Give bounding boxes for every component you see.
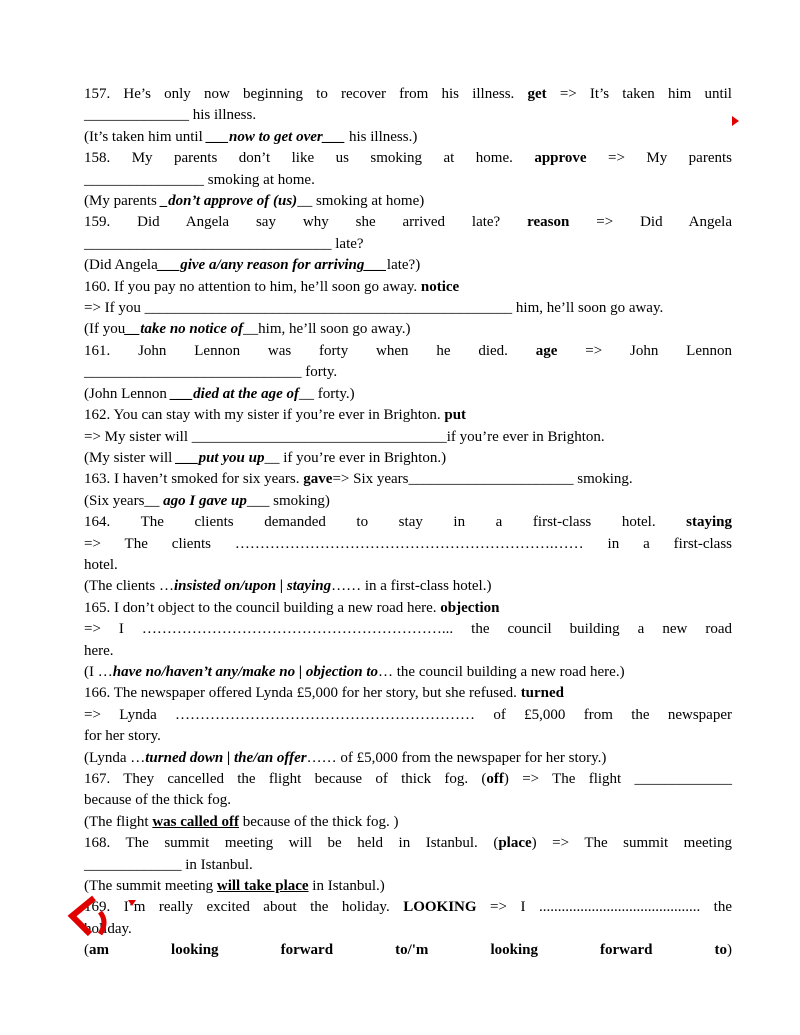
exercise-item bbox=[84, 598, 732, 684]
text-run: 164. The clients demanded to stay in a first-class hotel. bbox=[84, 514, 687, 531]
text-run: turned down | the/an offer bbox=[145, 749, 307, 766]
text-run: 160. If you pay no attention to him, he’ll soon go away. bbox=[84, 278, 421, 295]
exercise-item bbox=[84, 769, 732, 833]
exercise-line bbox=[84, 534, 732, 555]
text-run: => Lynda …………………………………………………… of £5,000 from the newspaper bbox=[84, 706, 732, 723]
text-run: => If you _________________________________________________ him, he’ll soon go away. bbox=[84, 300, 664, 317]
text-run: off bbox=[486, 771, 504, 787]
text-run: __him, he’ll soon go away.) bbox=[243, 321, 411, 338]
text-run: (John Lennon bbox=[84, 385, 171, 402]
exercise-line bbox=[84, 683, 732, 704]
text-run: ________________ smoking at home. bbox=[84, 171, 315, 188]
exercise-line bbox=[84, 212, 732, 233]
exercise-item bbox=[84, 341, 732, 405]
exercise-line bbox=[84, 897, 732, 918]
exercise-line bbox=[84, 191, 732, 212]
text-run: notice bbox=[420, 278, 460, 295]
text-run: 157. He’s only now beginning to recover from his illness. bbox=[84, 86, 528, 102]
text-run: place bbox=[498, 835, 532, 852]
exercise-line bbox=[84, 833, 732, 854]
red-scribble-arrow-icon bbox=[64, 894, 114, 942]
text-run: …… in a first-class hotel.) bbox=[331, 578, 492, 595]
exercise-line bbox=[84, 298, 732, 319]
exercise-line bbox=[84, 726, 732, 747]
text-run: age bbox=[535, 342, 558, 359]
exercise-line bbox=[84, 469, 732, 490]
worksheet bbox=[84, 84, 732, 962]
text-run: _____________________________ forty. bbox=[84, 364, 338, 381]
exercise-line bbox=[84, 277, 732, 298]
text-run: __ smoking at home) bbox=[297, 193, 425, 210]
text-run: holiday. bbox=[84, 920, 132, 937]
text-run: 168. The summit meeting will be held in Istanbul. ( bbox=[84, 835, 499, 852]
text-run: (If you bbox=[84, 321, 126, 338]
exercise-item bbox=[84, 212, 732, 276]
text-run: late?) bbox=[386, 257, 421, 274]
text-run: ___now to get over___ bbox=[206, 128, 346, 145]
exercise-line bbox=[84, 405, 732, 426]
exercise-item bbox=[84, 84, 732, 148]
text-run: hotel. bbox=[84, 556, 118, 573]
text-run: _don’t approve of (us) bbox=[160, 193, 298, 210]
exercise-item bbox=[84, 277, 732, 341]
exercise-line bbox=[84, 555, 732, 576]
text-run: => It’s taken him until bbox=[546, 86, 732, 102]
text-run: …… of £5,000 from the newspaper for her story.) bbox=[306, 749, 607, 766]
text-run: (The clients … bbox=[84, 578, 174, 595]
text-run: ___died at the age of bbox=[170, 385, 299, 402]
exercise-line bbox=[84, 84, 732, 105]
text-run: 167. They cancelled the flight because of thick fog. ( bbox=[84, 771, 487, 787]
exercise-line bbox=[84, 512, 732, 533]
exercise-line bbox=[84, 748, 732, 769]
exercise-line bbox=[84, 876, 732, 897]
text-run: ) bbox=[727, 942, 732, 959]
exercise-line bbox=[84, 148, 732, 169]
text-run: because of the thick fog. ) bbox=[238, 813, 399, 830]
text-run: for her story. bbox=[84, 728, 161, 745]
text-run: have no/haven’t any/make no | objection to bbox=[112, 663, 378, 680]
red-small-marker-icon bbox=[128, 900, 136, 906]
exercise-item bbox=[84, 897, 732, 961]
text-run: ______________ his illness. bbox=[84, 107, 257, 124]
text-run: 161. John Lennon was forty when he died. bbox=[84, 342, 536, 359]
text-run: 162. You can stay with my sister if you’re ever in Brighton. bbox=[84, 407, 445, 424]
exercise-line bbox=[84, 491, 732, 512]
exercise-line bbox=[84, 705, 732, 726]
text-run: 166. The newspaper offered Lynda £5,000 for her story, but she refused. bbox=[84, 685, 521, 702]
exercise-item bbox=[84, 469, 732, 512]
text-run: _________________________________ late? bbox=[84, 235, 364, 252]
text-run: in Istanbul.) bbox=[308, 878, 385, 895]
text-run: 163. I haven’t smoked for six years. bbox=[84, 471, 304, 488]
text-run: objection bbox=[440, 599, 500, 616]
text-run: was called off bbox=[152, 813, 239, 830]
exercise-line bbox=[84, 170, 732, 191]
text-run: => My sister will __________________________________if you’re ever in Brighton. bbox=[84, 428, 605, 445]
exercise-item bbox=[84, 405, 732, 469]
exercise-line bbox=[84, 598, 732, 619]
text-run: => John Lennon bbox=[557, 342, 733, 359]
exercise-line bbox=[84, 341, 732, 362]
text-run: insisted on/upon | staying bbox=[173, 578, 332, 595]
text-run: ___give a/any reason for arriving___ bbox=[157, 257, 387, 274]
text-run: ago I gave up bbox=[163, 492, 247, 509]
text-run: __take no notice of bbox=[125, 321, 244, 338]
text-run: will take place bbox=[216, 878, 309, 895]
exercise-item bbox=[84, 148, 732, 212]
text-run: LOOKING bbox=[403, 899, 477, 916]
exercise-line bbox=[84, 384, 732, 405]
text-run: put bbox=[444, 407, 467, 424]
text-run: get bbox=[527, 86, 547, 102]
exercise-line bbox=[84, 127, 732, 148]
text-run: (The flight bbox=[84, 813, 153, 830]
exercise-line bbox=[84, 362, 732, 383]
exercise-item bbox=[84, 833, 732, 897]
text-run: (The summit meeting bbox=[84, 878, 217, 895]
text-run: => I ……………………………………………………... the council building a new road bbox=[84, 621, 732, 638]
text-run: 169. I’m really excited about the holiday. bbox=[84, 899, 404, 916]
text-run: __ forty.) bbox=[298, 385, 355, 402]
red-triangle-marker-icon bbox=[732, 116, 739, 126]
text-run: gave bbox=[303, 471, 333, 488]
exercise-line bbox=[84, 576, 732, 597]
text-run: ) => The summit meeting bbox=[531, 835, 732, 852]
text-run: his illness.) bbox=[345, 128, 418, 145]
text-run: am looking forward to/'m looking forward to bbox=[89, 942, 727, 959]
text-run: => Six years______________________ smoking. bbox=[332, 471, 633, 488]
text-run: (Six years__ bbox=[84, 492, 164, 509]
exercise-line bbox=[84, 855, 732, 876]
text-run: ___put you up bbox=[176, 449, 265, 466]
exercise-line bbox=[84, 769, 732, 790]
text-run: approve bbox=[534, 150, 587, 167]
exercise-line bbox=[84, 641, 732, 662]
text-run: => I ........................................... the bbox=[476, 899, 733, 916]
text-run: => My parents bbox=[586, 150, 732, 167]
exercise-line bbox=[84, 319, 732, 340]
text-run: => The clients ……………………………………………………….…… in a first-class bbox=[84, 535, 732, 552]
text-run: 165. I don’t object to the council building a new road here. bbox=[84, 599, 441, 616]
text-run: (My sister will bbox=[84, 449, 177, 466]
text-run: _____________ in Istanbul. bbox=[84, 856, 253, 873]
text-run: (Lynda … bbox=[84, 749, 146, 766]
exercise-line bbox=[84, 448, 732, 469]
text-run: => Did Angela bbox=[569, 214, 732, 231]
exercise-item bbox=[84, 512, 732, 598]
text-run: … the council building a new road here.) bbox=[378, 663, 625, 680]
exercise-line bbox=[84, 427, 732, 448]
text-run: 159. Did Angela say why she arrived late? bbox=[84, 214, 528, 231]
exercise-line bbox=[84, 940, 732, 961]
exercise-line bbox=[84, 619, 732, 640]
exercise-line bbox=[84, 105, 732, 126]
text-run: (Did Angela bbox=[84, 257, 158, 274]
exercise-item bbox=[84, 683, 732, 769]
exercise-line bbox=[84, 812, 732, 833]
text-run: staying bbox=[686, 514, 732, 531]
text-run: ) => The flight _____________ bbox=[503, 771, 732, 787]
exercise-line bbox=[84, 255, 732, 276]
text-run: 158. My parents don’t like us smoking at home. bbox=[84, 150, 535, 167]
text-run: (It’s taken him until bbox=[84, 128, 207, 145]
exercise-line bbox=[84, 662, 732, 683]
text-run: ___ smoking) bbox=[246, 492, 330, 509]
text-run: (I … bbox=[84, 663, 113, 680]
exercise-line bbox=[84, 234, 732, 255]
text-run: because of the thick fog. bbox=[84, 792, 232, 809]
text-run: reason bbox=[527, 214, 570, 231]
exercise-line bbox=[84, 790, 732, 811]
text-run: ( bbox=[84, 942, 89, 959]
exercise-line bbox=[84, 919, 732, 940]
text-run: __ if you’re ever in Brighton.) bbox=[264, 449, 447, 466]
text-run: (My parents bbox=[84, 193, 161, 210]
text-run: turned bbox=[520, 685, 565, 702]
text-run: here. bbox=[84, 642, 114, 659]
